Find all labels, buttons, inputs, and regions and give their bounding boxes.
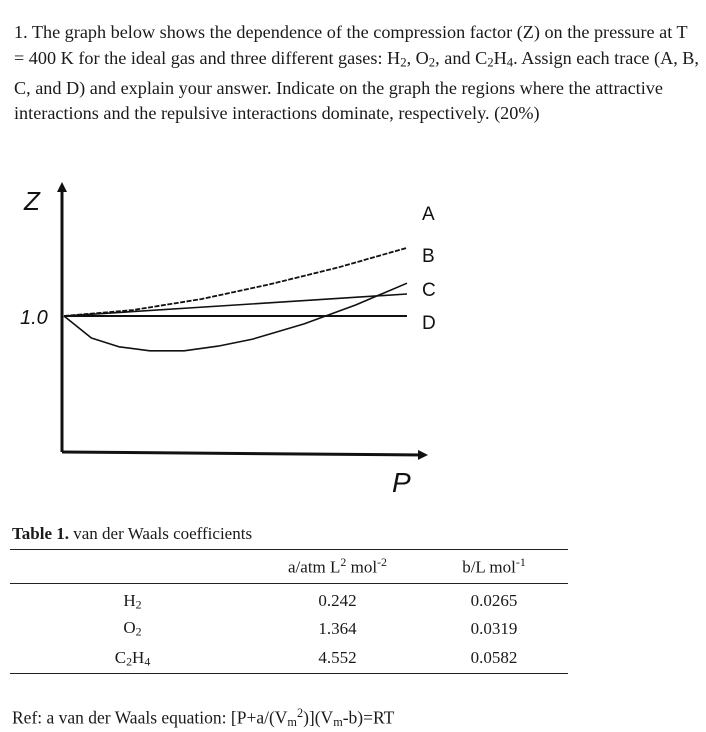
table-caption-text: van der Waals coefficients [73, 524, 253, 543]
table-row [10, 644, 568, 674]
x-axis [62, 452, 425, 455]
reference-tick-label: 1.0 [20, 307, 48, 329]
series-label-d: D [422, 313, 436, 334]
gas-cell: $H_2$ [123, 590, 142, 611]
b-column-header: b/L mol$^{-1}$ [420, 550, 568, 584]
b-value-cell: 0.0265 [470, 591, 518, 611]
a-value-cell: 0.242 [318, 591, 357, 611]
b-value-cell: 0.0319 [470, 618, 518, 638]
question-instructions: Assign each trace (A, B, C, and D) and explain your answer. Indicate on the graph the regions where the attractive interactions and the repulsive interactions dominate, respectively. (20%) [14, 47, 699, 124]
series-label-c: C [422, 280, 436, 301]
series-layer [64, 204, 436, 351]
question-number: 1. [14, 22, 28, 42]
question-text: 1. The graph below shows the dependence of the compression factor (Z) on the pressure at T = 400 K for the ideal gas and three different gases: $H_2$, $O_2$, and $C_2H_4$. Assign each trace (A, B, C, and D) and explain your answer. Indicate on the graph the regions where the attractive interactions and the repulsive interactions dominate, respectively. (20%) [14, 22, 699, 124]
a-column-header: a/atm $L^2$ mol$^{-2}$ [255, 550, 420, 584]
gas-c2h4: $C_2H_4$ [475, 47, 514, 70]
gas-column-header [10, 550, 255, 584]
gas-h2: $H_2$ [387, 47, 407, 70]
a-value-cell: 1.364 [318, 618, 357, 638]
table-caption [12, 524, 252, 544]
a-value-cell: 4.552 [255, 644, 420, 674]
x-axis-label: P [392, 467, 411, 498]
question-intro: The graph below shows the dependence of the compression factor (Z) on the pressure at T = 400 K for the ideal gas and three different gases: [14, 22, 688, 68]
gas-cell: $C_2H_4$ [10, 644, 255, 674]
van-der-waals-table [10, 549, 568, 674]
gas-cell: $O_2$ [123, 617, 142, 639]
table-header-row [10, 550, 568, 584]
gas-o2: $O_2$ [415, 47, 436, 70]
table-row [10, 584, 568, 614]
series-label-a: A [422, 204, 435, 225]
table-row [10, 614, 568, 644]
y-axis-label: Z [24, 186, 40, 216]
compression-factor-graph [0, 170, 470, 500]
reference-equation: Ref: a van der Waals equation: $[P+a/(V_m^2)](V_m-b)=RT$ [12, 706, 395, 730]
b-value-cell: 0.0582 [420, 644, 568, 674]
series-label-b: B [422, 246, 435, 267]
table-caption-label: Table 1. [12, 524, 70, 543]
